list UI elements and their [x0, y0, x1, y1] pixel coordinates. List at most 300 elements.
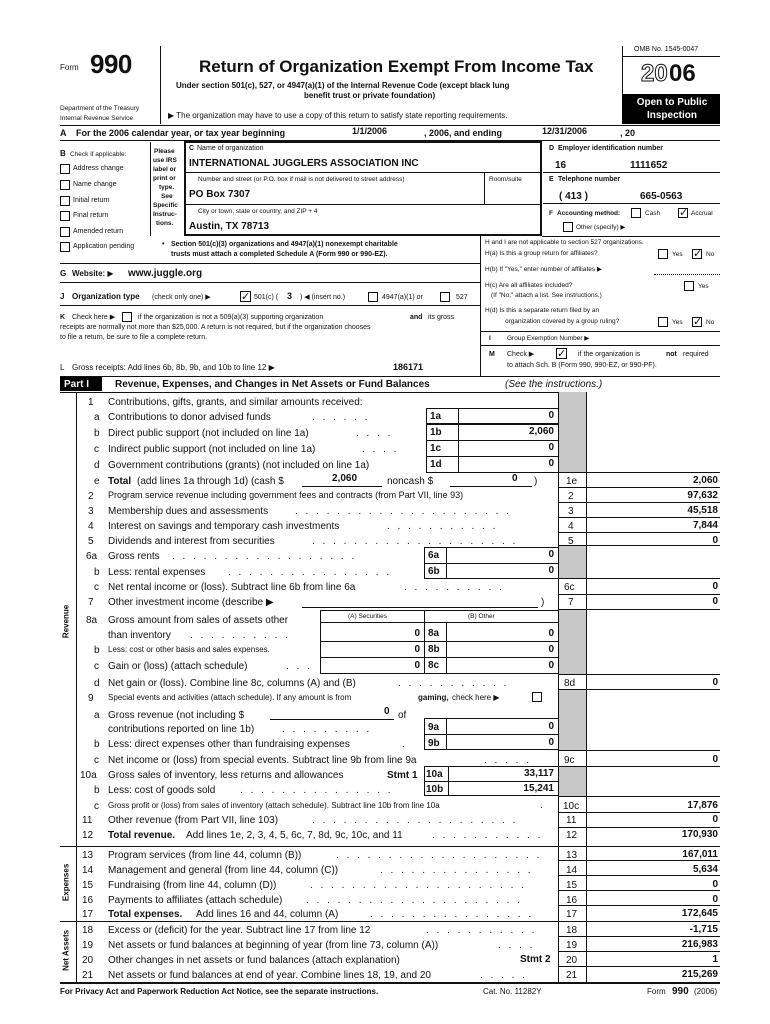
leader-dots: . . . .	[356, 428, 393, 439]
please-text-5: type.	[159, 184, 175, 191]
line-12-label: Add lines 1e, 2, 3, 4, 5, 6c, 7, 8d, 9c, 10c, and 11	[186, 830, 403, 841]
form-title: Return of Organization Exempt From Income Tax	[199, 57, 594, 76]
line-e-label: E	[549, 176, 554, 183]
line-7-code: 7	[568, 597, 574, 608]
line-6b-label: Less: rental expenses	[108, 567, 206, 578]
leader-dots: . . . . . . . . . . . . . . .	[240, 785, 394, 796]
line-c-label: C	[189, 145, 195, 152]
expenses-side-label: Expenses	[61, 863, 71, 902]
gaming-checkbox[interactable]	[532, 692, 542, 702]
line-m-label: M	[489, 351, 495, 358]
line-1e-noncash-label: noncash $	[387, 476, 434, 487]
line-1b-value[interactable]: 2,060	[528, 426, 554, 437]
line-9a-of: of	[398, 710, 407, 721]
revenue-side-label: Revenue	[61, 604, 71, 639]
website-label: Website: ▶	[72, 269, 114, 278]
cash-checkbox[interactable]	[631, 208, 641, 218]
leader-dots: .	[402, 739, 408, 750]
name-change-checkbox[interactable]	[60, 180, 70, 190]
line-number: 21	[82, 970, 94, 981]
527-checkbox[interactable]	[440, 292, 450, 302]
leader-dots: . . . .	[362, 444, 399, 455]
initial-return-label: Initial return	[73, 197, 110, 204]
line-1c-label: Indirect public support (not included on line 1a)	[108, 444, 316, 455]
line-15-value[interactable]: 0	[712, 879, 718, 890]
h-c-yes-checkbox[interactable]	[684, 281, 694, 291]
leader-dots: . . . . . . . . . . . . . . . . . . . . .	[306, 895, 523, 906]
line-number: 14	[82, 865, 94, 876]
line-letter: d	[94, 460, 100, 471]
org-name[interactable]: INTERNATIONAL JUGGLERS ASSOCIATION INC	[189, 158, 419, 169]
line-19-label: Net assets or fund balances at beginning of year (from line 73, column (A))	[108, 940, 439, 951]
line-1e-noncash[interactable]: 0	[512, 473, 518, 484]
line-3-code: 3	[568, 506, 574, 517]
line-letter: b	[94, 428, 100, 439]
leader-dots: . . . . . . . . . . .	[387, 521, 498, 532]
line-8a-value-a[interactable]: 0	[414, 628, 420, 639]
line-d-label: D	[549, 145, 555, 152]
line-l-label: L	[60, 363, 65, 372]
shaded-area	[558, 690, 586, 750]
line-19-code: 19	[566, 940, 578, 951]
line-13-label: Program services (from line 44, column (B))	[108, 850, 302, 861]
line-7-label: Other investment income (describe ▶	[108, 597, 274, 608]
leader-dots: . . .	[286, 661, 313, 672]
gross-receipts-value[interactable]: 186171	[393, 362, 424, 372]
amended-return-label: Amended return	[73, 228, 124, 235]
catalog-number: Cat. No. 11282Y	[483, 987, 542, 996]
line-10a-label: Gross sales of inventory, less returns and allowances	[108, 770, 344, 781]
line-10b-value[interactable]: 15,241	[523, 783, 554, 794]
line-19-value[interactable]: 216,983	[681, 939, 718, 950]
line-number: 9	[88, 693, 94, 704]
room-suite-label: Room/suite	[489, 176, 522, 183]
line-letter: b	[94, 739, 100, 750]
stmt-1-link[interactable]: Stmt 1	[387, 770, 418, 781]
line-a-mid: , 2006, and ending	[424, 128, 503, 138]
501c-label: 501(c) (	[254, 294, 279, 301]
line-6a-value[interactable]: 0	[548, 549, 554, 560]
line-4-code: 4	[568, 521, 574, 532]
please-text-6: See	[161, 193, 173, 200]
line-9c-value[interactable]: 0	[712, 754, 718, 765]
stmt-2-link[interactable]: Stmt 2	[520, 954, 551, 965]
accrual-checkbox[interactable]	[678, 208, 688, 218]
line-letter: b	[94, 567, 100, 578]
open-public-text: Open to Public	[636, 97, 708, 108]
line-7-value[interactable]: 0	[712, 596, 718, 607]
line-15-code: 15	[566, 880, 578, 891]
line-8c-value-a[interactable]: 0	[414, 660, 420, 671]
h-i-note: H and I are not applicable to section 527 organizations.	[485, 239, 644, 246]
501c-number[interactable]: 3	[287, 291, 293, 301]
line-20-value[interactable]: 1	[712, 954, 718, 965]
line-g-label: G	[60, 269, 67, 278]
line-1e-code: 1e	[566, 476, 578, 487]
line-8d-value[interactable]: 0	[712, 677, 718, 688]
line-2-value[interactable]: 97,632	[687, 490, 718, 501]
line-8a-code: 8a	[428, 628, 440, 639]
leader-dots: . . . . . . . . . . . . . . . . . . . . .	[295, 506, 512, 517]
state-notice: ▶ The organization may have to use a copy of this return to satisfy state reporting requirements.	[168, 111, 508, 120]
line-j-label: J	[60, 292, 65, 301]
line-number: 17	[82, 909, 94, 920]
line-k-checkbox[interactable]	[122, 312, 132, 322]
paren-close: )	[534, 476, 538, 487]
line-10a-code: 10a	[426, 769, 443, 780]
line-14-label: Management and general (from line 44, column (C))	[108, 865, 339, 876]
line-number: 3	[88, 506, 94, 517]
line-number: 4	[88, 521, 94, 532]
line-8a-value-b[interactable]: 0	[548, 628, 554, 639]
line-9a-value[interactable]: 0	[548, 721, 554, 732]
line-6c-code: 6c	[564, 582, 575, 593]
line-2-label: Program service revenue including government fees and contracts (from Part VII, line 93)	[108, 490, 464, 500]
line-5-code: 5	[568, 536, 574, 547]
line-letter: c	[94, 582, 99, 593]
line-letter: a	[94, 412, 100, 423]
line-1a-label: Contributions to donor advised funds	[108, 412, 271, 423]
group-exemption-label: Group Exemption Number ▶	[507, 335, 590, 342]
part-i-hint: (See the instructions.)	[505, 379, 603, 390]
line-number: 15	[82, 880, 94, 891]
line-9-gaming: gaming,	[418, 693, 449, 702]
line-k-text-1: if the organization is not a 509(a)(3) supporting organization	[138, 314, 324, 321]
line-k-text-2: receipts are normally not more than $25,000. A return is not required, but if the organization chooses	[60, 324, 371, 331]
line-number: 11	[82, 815, 93, 826]
line-6c-label: Net rental income or (loss). Subtract line 6b from line 6a	[108, 582, 356, 593]
leader-dots: .	[540, 800, 546, 811]
line-letter: c	[94, 755, 99, 766]
line-11-value[interactable]: 0	[712, 814, 718, 825]
line-number: 16	[82, 895, 94, 906]
line-6c-value[interactable]: 0	[712, 581, 718, 592]
h-c-yes-label: Yes	[698, 283, 709, 290]
line-10b-label: Less: cost of goods sold	[108, 785, 216, 796]
amended-return-checkbox[interactable]	[60, 227, 70, 237]
leader-dots: . . . . . . . . .	[282, 724, 372, 735]
501c-checkbox[interactable]	[240, 291, 251, 302]
line-number: 2	[88, 491, 94, 502]
line-9a-label: Gross revenue (not including $	[108, 710, 245, 721]
line-m-not: not	[666, 351, 677, 358]
line-1d-label: Government contributions (grants) (not included on line 1a)	[108, 460, 370, 471]
line-number: 7	[88, 597, 94, 608]
form-subtitle: Under section 501(c), 527, or 4947(a)(1) of the Internal Revenue Code (except black lung	[176, 81, 510, 90]
leader-dots: . . . . . . . . . . .	[398, 678, 509, 689]
line-1e-total: Total	[108, 476, 132, 487]
line-k-text-3: to file a return, be sure to file a complete return.	[60, 334, 208, 341]
line-1a-value[interactable]: 0	[548, 410, 554, 421]
year-suffix: 06	[669, 60, 696, 87]
accrual-label: Accrual	[691, 210, 713, 217]
application-pending-label: Application pending	[73, 243, 135, 250]
final-return-label: Final return	[73, 212, 109, 219]
line-17-label: Add lines 16 and 44, column (A)	[196, 909, 339, 920]
line-1c-value[interactable]: 0	[548, 442, 554, 453]
line-8c-code: 8c	[428, 660, 440, 671]
affiliates-count-field[interactable]	[654, 274, 720, 275]
line-9a-label-2: contributions reported on line 1b)	[108, 724, 255, 735]
line-k-gross: its gross	[428, 314, 455, 321]
line-9a-field-line	[270, 719, 394, 720]
line-15-label: Fundraising (from line 44, column (D))	[108, 880, 277, 891]
form-number: 990	[90, 49, 132, 79]
line-9a-code: 9a	[428, 722, 440, 733]
check-mark-icon: ✓	[693, 248, 703, 260]
line-number: 18	[82, 925, 94, 936]
address-change-checkbox[interactable]	[60, 164, 70, 174]
line-8b-label: Less: cost or other basis and sales expenses.	[108, 645, 270, 654]
line-9a-gross[interactable]: 0	[384, 706, 390, 717]
line-8b-value-b[interactable]: 0	[548, 644, 554, 655]
footer-form-number: 990	[672, 986, 689, 997]
shaded-area	[558, 545, 586, 578]
leader-dots: . . . . .	[480, 970, 528, 981]
line-18-code: 18	[566, 925, 578, 936]
leader-dots: . . . . . . . . . . . . . . . . . . . . .	[310, 880, 527, 891]
line-k-label: K	[60, 314, 66, 321]
final-return-checkbox[interactable]	[60, 211, 70, 221]
line-b-title: Check if applicable:	[70, 151, 127, 158]
line-8d-code: 8d	[564, 678, 576, 689]
website-url[interactable]: www.juggle.org	[128, 268, 203, 279]
line-10b-code: 10b	[426, 784, 444, 795]
line-8d-label: Net gain or (loss). Combine line 8c, columns (A) and (B)	[108, 678, 356, 689]
line-21-code: 21	[566, 970, 578, 981]
org-type-label: Organization type	[72, 292, 140, 301]
line-m-check: Check ▶	[507, 351, 535, 358]
leader-dots: . . . . . . . . . . . . . . . . . . . .	[312, 815, 518, 826]
please-text-1: Please	[154, 148, 175, 155]
line-16-label: Payments to affiliates (attach schedule)	[108, 895, 283, 906]
leader-dots: . . . . . . . . . .	[190, 630, 291, 641]
line-11-label: Other revenue (from Part VII, line 103)	[108, 815, 279, 826]
address-change-label: Address change	[73, 165, 124, 172]
shaded-area	[558, 610, 586, 674]
527-label: 527	[456, 294, 468, 301]
line-9c-label: Net income or (loss) from special events. Subtract line 9b from line 9a	[108, 755, 417, 766]
h-a-no-checkbox[interactable]	[692, 249, 702, 259]
line-16-code: 16	[566, 895, 578, 906]
col-b-other: (B) Other	[468, 613, 495, 620]
check-mark-icon: ✓	[241, 291, 251, 303]
ein-value[interactable]: 1111652	[630, 160, 668, 171]
line-21-value[interactable]: 215,269	[681, 969, 718, 980]
line-a-text: For the 2006 calendar year, or tax year beginning	[76, 128, 286, 138]
line-8a-label-2: than inventory	[108, 630, 171, 641]
line-number: 1	[88, 397, 94, 408]
h-c-note: (If "No," attach a list. See instructions.)	[491, 292, 602, 299]
bullet-icon: •	[162, 241, 165, 248]
leader-dots: . . . . . .	[312, 412, 371, 423]
line-m-required: required	[683, 351, 709, 358]
line-number: 6a	[86, 551, 98, 562]
line-12-code: 12	[566, 830, 578, 841]
line-7-describe-field[interactable]	[302, 607, 538, 608]
initial-return-checkbox[interactable]	[60, 196, 70, 206]
line-17-code: 17	[566, 909, 578, 920]
line-17-value[interactable]: 172,645	[681, 908, 718, 919]
line-a-20: , 20	[620, 128, 636, 138]
shaded-area	[558, 766, 586, 796]
footer-year: (2006)	[694, 987, 718, 996]
accounting-method-label: Accounting method:	[557, 210, 621, 217]
line-letter: a	[94, 710, 100, 721]
line-letter: c	[94, 801, 99, 812]
line-13-code: 13	[566, 850, 578, 861]
inspection-text: Inspection	[646, 110, 697, 121]
please-text-4: print or	[153, 175, 176, 182]
line-20-label: Other changes in net assets or fund balances (attach explanation)	[108, 955, 400, 966]
telephone-area[interactable]: ( 413 )	[559, 191, 588, 202]
h-a-yes-checkbox[interactable]	[658, 249, 668, 259]
line-1b-label: Direct public support (not included on line 1a)	[108, 428, 309, 439]
line-letter: c	[94, 444, 99, 455]
line-1c-code: 1c	[430, 443, 442, 454]
line-i-label: I	[489, 335, 491, 342]
line-21-label: Net assets or fund balances at end of year. Combine lines 18, 19, and 20	[108, 970, 431, 981]
leader-dots: . . . . . . . . . . . . . . . .	[228, 567, 392, 578]
line-m-text-2: to attach Sch. B (Form 990, 990-EZ, or 990-PF).	[507, 362, 657, 369]
line-8c-value-b[interactable]: 0	[548, 660, 554, 671]
net-assets-side-label: Net Assets	[61, 929, 71, 971]
leader-dots: . . . . . . . . . . . . . . .	[380, 865, 534, 876]
line-8c-label: Gain or (loss) (attach schedule)	[108, 661, 248, 672]
leader-dots: . . . . . . . . . .	[404, 582, 505, 593]
line-14-value[interactable]: 5,634	[692, 864, 718, 875]
line-3-label: Membership dues and assessments	[108, 506, 269, 517]
gross-receipts-label: Gross receipts: Add lines 6b, 8b, 9b, and 10b to line 12 ▶	[72, 363, 275, 372]
line-5-value[interactable]: 0	[712, 535, 718, 546]
line-6b-value[interactable]: 0	[548, 565, 554, 576]
line-18-value[interactable]: -1,715	[689, 924, 718, 935]
line-10c-label: Gross profit or (loss) from sales of inventory (attach schedule). Subtract line 10b from line 10a	[108, 801, 440, 810]
check-mark-icon: ✓	[693, 316, 703, 328]
leader-dots: . . . . .	[484, 755, 532, 766]
h-d-question: H(d) Is this a separate return filed by an	[485, 307, 600, 314]
line-9c-code: 9c	[564, 755, 575, 766]
4947-checkbox[interactable]	[368, 292, 378, 302]
org-street[interactable]: PO Box 7307	[189, 189, 251, 200]
street-label: Number and street (or P.O. box if mail is not delivered to street address)	[198, 176, 405, 183]
noncash-field-line	[450, 486, 532, 487]
tax-year-end: 12/31/2006	[542, 126, 588, 136]
line-12-value[interactable]: 170,930	[681, 829, 718, 840]
org-name-label: Name of organization	[197, 145, 264, 152]
line-b-label: B	[60, 149, 66, 158]
line-number: 5	[88, 536, 94, 547]
line-9-check: check here ▶	[452, 693, 500, 702]
line-18-label: Excess or (deficit) for the year. Subtract line 17 from line 12	[108, 925, 371, 936]
privacy-notice: For Privacy Act and Paperwork Reduction Act Notice, see the separate instructions.	[60, 987, 379, 996]
cash-field-line	[302, 486, 382, 487]
line-8b-code: 8b	[428, 644, 440, 655]
line-13-value[interactable]: 167,011	[682, 849, 718, 860]
h-d-question-2: organization covered by a group ruling?	[505, 318, 620, 325]
line-6a-label: Gross rents	[108, 551, 160, 562]
line-number: 19	[82, 940, 94, 951]
city-label: City or town, state or country, and ZIP + 4	[198, 208, 318, 215]
4947-label: 4947(a)(1) or	[382, 294, 423, 301]
cash-label: Cash	[645, 210, 661, 217]
line-10a-value[interactable]: 33,117	[523, 768, 554, 779]
h-a-yes-label: Yes	[672, 251, 683, 258]
col-a-securities: (A) Securities	[348, 613, 388, 620]
leader-dots: . . . . . . . . . . .	[426, 925, 537, 936]
check-mark-icon: ✓	[557, 348, 567, 360]
line-number: 8a	[86, 615, 98, 626]
line-1e-value[interactable]: 2,060	[692, 475, 718, 486]
line-20-code: 20	[566, 955, 578, 966]
org-city[interactable]: Austin, TX 78713	[189, 221, 270, 232]
dept-treasury: Department of the Treasury	[60, 105, 140, 112]
leader-dots: . . . .	[498, 940, 535, 951]
leader-dots: . . . . . . . . . . .	[432, 830, 543, 841]
form-subtitle-2: benefit trust or private foundation)	[304, 91, 436, 100]
part-i-tag: Part I	[64, 379, 90, 390]
h-d-no-checkbox[interactable]	[692, 317, 702, 327]
line-6b-code: 6b	[428, 566, 440, 577]
c3-notice-2: trusts must attach a completed Schedule A (Form 990 or 990-EZ).	[171, 251, 388, 258]
schedule-b-checkbox[interactable]	[556, 348, 567, 359]
leader-dots: . . . . . . . . . . . . . . . . . . . .	[336, 850, 542, 861]
line-3-value[interactable]: 45,518	[687, 505, 718, 516]
line-5-label: Dividends and interest from securities	[108, 536, 275, 547]
line-17-total: Total expenses.	[108, 909, 183, 920]
h-d-yes-checkbox[interactable]	[658, 317, 668, 327]
line-1b-code: 1b	[430, 427, 442, 438]
line-4-label: Interest on savings and temporary cash investments	[108, 521, 340, 532]
line-letter: b	[94, 645, 100, 656]
line-16-value[interactable]: 0	[712, 894, 718, 905]
h-d-yes-label: Yes	[672, 319, 683, 326]
line-4-value[interactable]: 7,844	[692, 520, 718, 531]
line-1e-label: (add lines 1a through 1d) (cash $	[137, 476, 284, 487]
line-1d-value[interactable]: 0	[548, 458, 554, 469]
check-mark-icon: ✓	[679, 207, 689, 219]
line-k-check: Check here ▶	[72, 314, 116, 321]
line-number: 13	[82, 850, 94, 861]
line-1-label: Contributions, gifts, grants, and similar amounts received:	[108, 397, 363, 408]
telephone-label: Telephone number	[558, 176, 621, 183]
line-9b-code: 9b	[428, 738, 440, 749]
paren-close: )	[541, 597, 545, 608]
line-8b-value-a[interactable]: 0	[414, 644, 420, 655]
footer-form-label: Form	[647, 987, 666, 996]
other-method-checkbox[interactable]	[563, 222, 573, 232]
please-text-7: Specific	[153, 202, 178, 209]
501c-insert-hint: ) ◀ (insert no.)	[300, 294, 346, 301]
line-10c-value[interactable]: 17,876	[687, 800, 718, 811]
form-label: Form	[60, 63, 79, 72]
telephone-number[interactable]: 665-0563	[640, 191, 683, 202]
line-1e-cash[interactable]: 2,060	[332, 473, 358, 484]
line-9b-value[interactable]: 0	[548, 737, 554, 748]
line-6a-code: 6a	[428, 550, 440, 561]
part-i-title: Revenue, Expenses, and Changes in Net Assets or Fund Balances	[115, 379, 430, 390]
leader-dots: . . . . . . . . . . . . . . . .	[370, 909, 534, 920]
please-text-8: Instruc-	[153, 211, 177, 218]
line-letter: e	[94, 476, 100, 487]
ein-prefix[interactable]: 16	[555, 160, 567, 171]
line-8a-label: Gross amount from sales of assets other	[108, 615, 289, 626]
line-f-label: F	[549, 210, 553, 217]
irs-label: Internal Revenue Service	[60, 115, 133, 122]
application-pending-checkbox[interactable]	[60, 242, 70, 252]
line-a-label: A	[60, 128, 67, 138]
line-1a-code: 1a	[430, 411, 442, 422]
